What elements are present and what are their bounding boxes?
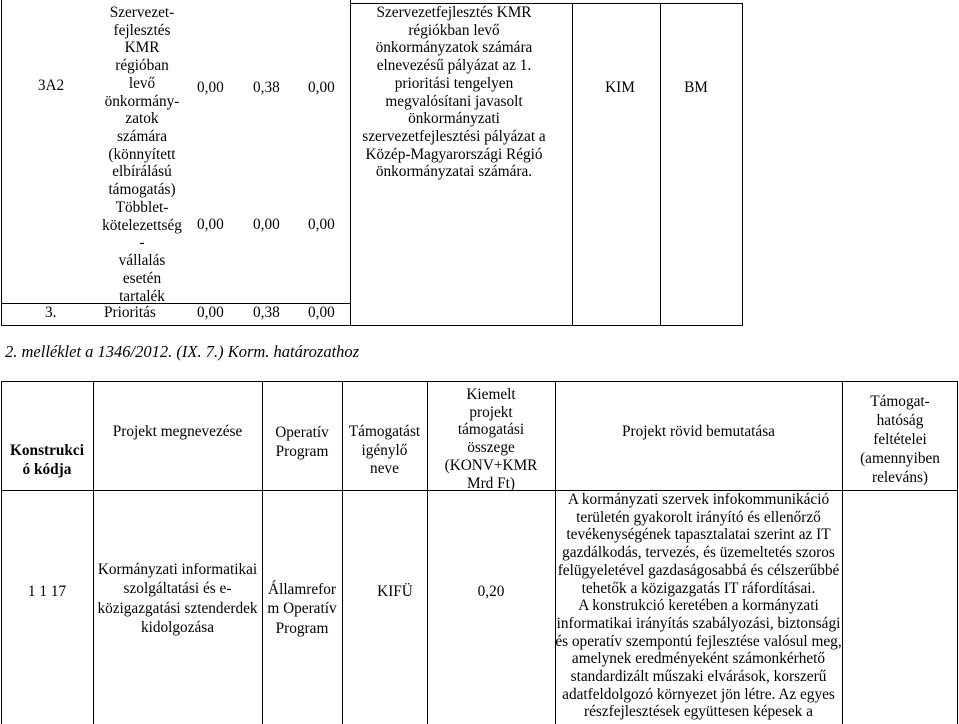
item-value: 0,00 <box>197 216 224 233</box>
header-project-summary: Projekt rövid bemutatása <box>622 423 775 440</box>
row-support-amount: 0,20 <box>477 583 505 600</box>
responsible-ministry: KIM <box>605 79 635 96</box>
item-value: 0,38 <box>253 79 280 96</box>
table-rule <box>742 3 743 326</box>
co-responsible-ministry: BM <box>684 79 708 96</box>
row-project-name: Kormányzati informatikai szolgáltatási és e- közigazgatási sztenderdek kidolgozása <box>97 561 258 636</box>
header-construction-code: Konstrukci ó kódja <box>10 442 84 478</box>
header-support-conditions: Támogat- hatóság feltételei (amennyiben releváns) <box>860 393 940 486</box>
header-support-amount: Kiemelt projekt támogatási összege (KONV+KMR Mrd Ft) <box>444 386 538 492</box>
item-value: 0,00 <box>308 216 335 233</box>
item-value: 0,00 <box>197 79 224 96</box>
row-construction-code: 1 1 17 <box>27 583 67 600</box>
total-label: Prioritás <box>104 304 156 321</box>
table-rule <box>1 325 743 326</box>
header-applicant: Támogatást igénylő neve <box>348 423 421 477</box>
annex-heading: 2. melléklet a 1346/2012. (IX. 7.) Korm. határozathoz <box>5 342 360 361</box>
total-value: 0,00 <box>197 304 224 321</box>
row-project-summary: A kormányzati szervek infokommunikáció területén gyakorolt irányító és ellenőrző tevékenységének tapasztalatai szerint az IT gazdálkodás, tervezés, és üzemeltetés szoros felügyeletével gazdaságosabbá és célszerűbbé tehetők a közigazgatás IT ráfordításai. A konstrukció keretében a kormányzati informatikai irányítás szabályozási, biztonsági és operatív szempontú fejlesztése valósul meg, amelynek eredményeként számonkérhető standardizált műszaki elvárások, korszerű adatfeldolgozó környezet jön létre. Az egyes részfejlesztések együttesen képesek a <box>555 491 842 721</box>
header-project-name: Projekt megnevezése <box>112 423 243 440</box>
total-value: 0,38 <box>253 304 280 321</box>
table-rule <box>572 3 573 326</box>
table-rule <box>1 0 2 326</box>
item-value: 0,00 <box>308 79 335 96</box>
item-name: Többlet- kötelezettség - vállalás esetén tartalék <box>102 199 182 305</box>
table-rule <box>1 381 2 724</box>
total-number: 3. <box>45 304 57 321</box>
item-value: 0,00 <box>253 216 280 233</box>
total-value: 0,00 <box>308 304 335 321</box>
header-operative-program: Operatív Program <box>275 424 329 460</box>
row-operative-program: Államrefor m Operatív Program <box>267 581 337 637</box>
table-rule <box>1 381 958 382</box>
row-applicant: KIFÜ <box>377 583 413 600</box>
row-code: 3A2 <box>37 77 65 94</box>
table-rule <box>660 3 661 326</box>
item-name: Szervezet- fejlesztés KMR régióban levő önkormány- zatok számára (könnyített elbírálású támogatás) <box>104 4 180 199</box>
item-description: Szervezetfejlesztés KMR régiókban levő önkormányzatok számára elnevezésű pályázat az 1. prioritási tengelyen megvalósítani javasolt önkormányzati szervezetfejlesztési pályázat a Közép-Magyarországi Régió önkormányzatai számára. <box>362 4 546 181</box>
